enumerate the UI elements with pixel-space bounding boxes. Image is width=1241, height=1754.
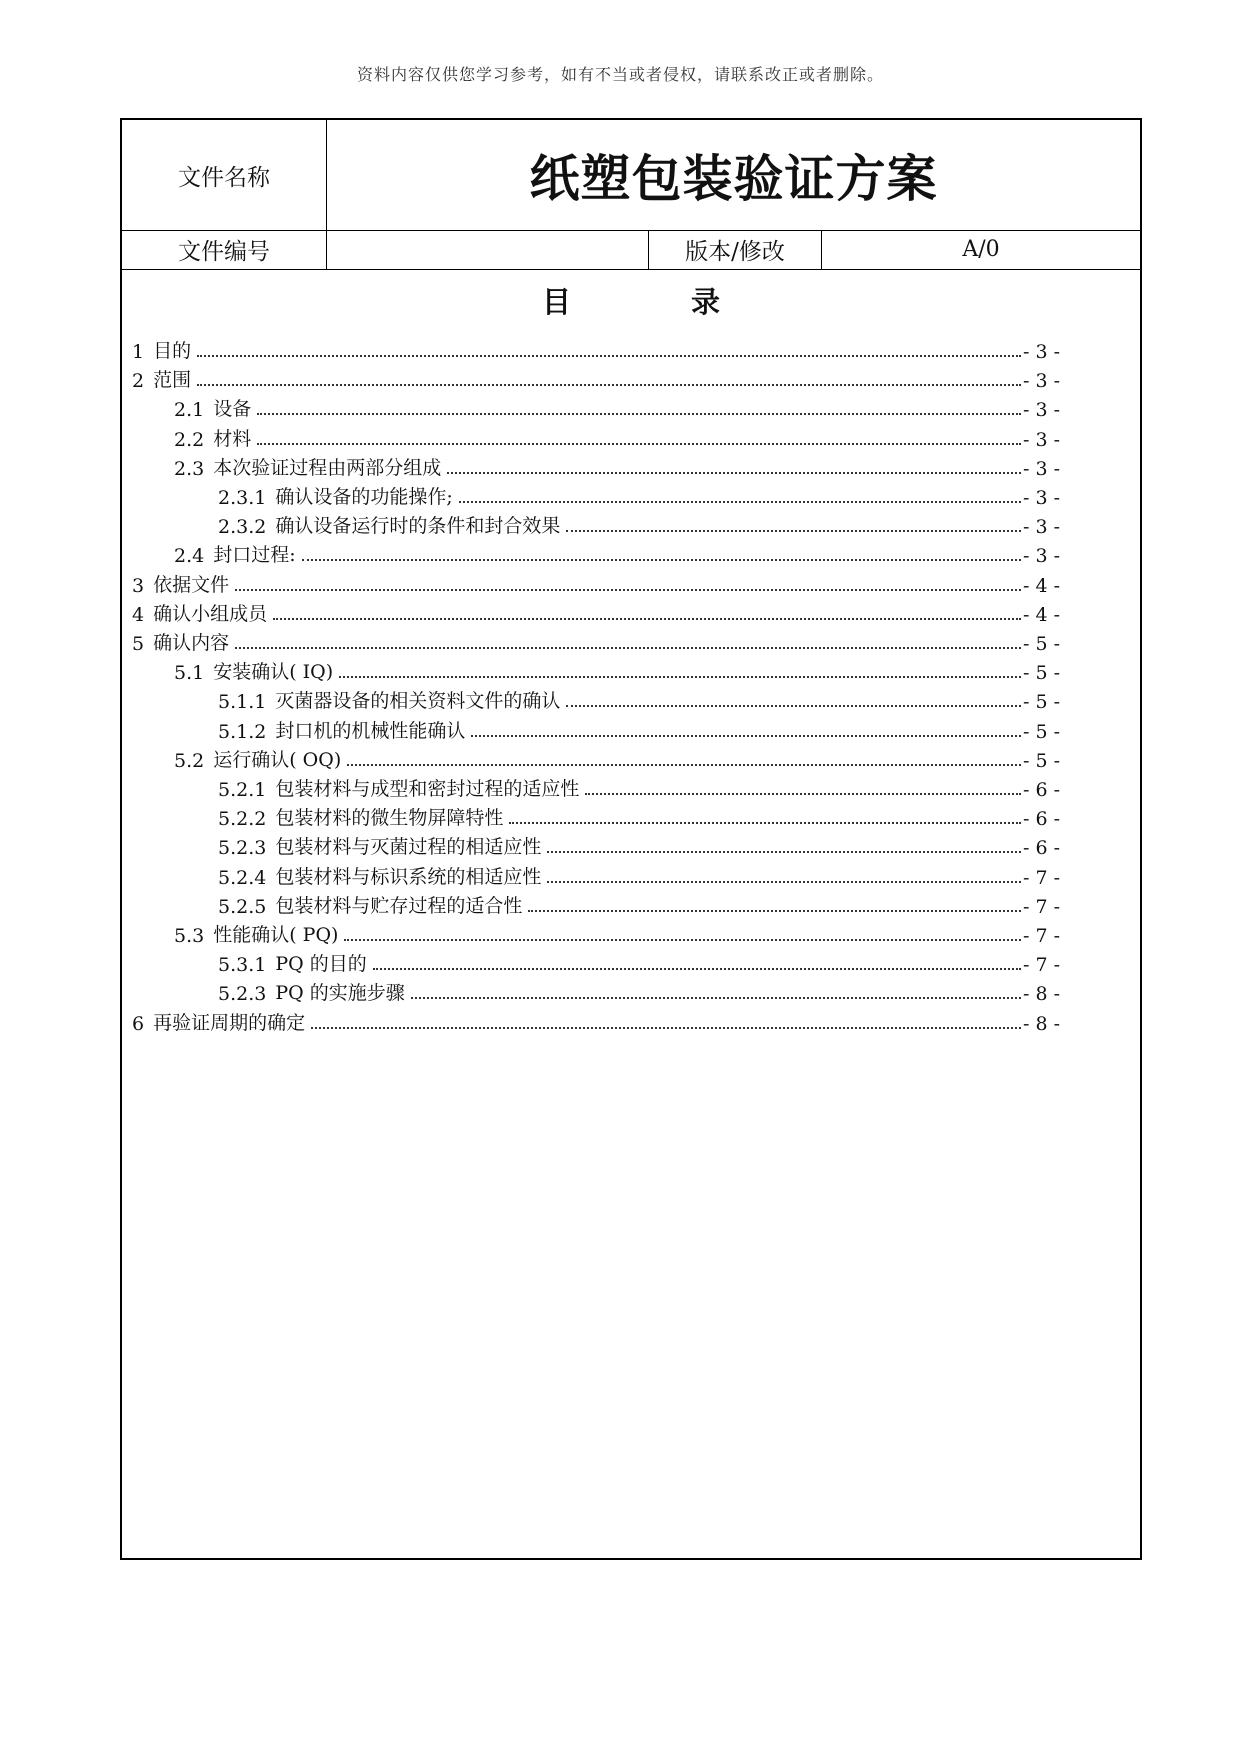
toc-leader-dots xyxy=(566,529,1021,532)
toc-entry[interactable] xyxy=(218,481,1060,509)
toc-entry-title: 确认设备运行时的条件和封合效果 xyxy=(275,515,561,538)
toc-leader-dots xyxy=(311,1026,1021,1029)
toc-entry-number: 5.2.2 xyxy=(218,808,267,831)
toc-entry-number: 2.3 xyxy=(174,457,205,480)
toc-entry-number: 2.1 xyxy=(174,399,205,422)
toc-entry-title: 安装确认( IQ) xyxy=(213,661,334,684)
toc-leader-dots xyxy=(197,383,1021,386)
toc-entry-page: - 7 - xyxy=(1022,954,1060,977)
toc-leader-dots xyxy=(459,500,1021,503)
toc-entry-number: 6 xyxy=(132,1012,145,1035)
toc-leader-dots xyxy=(339,675,1021,678)
toc-entry[interactable] xyxy=(218,715,1060,743)
toc-entry[interactable] xyxy=(218,977,1060,1005)
disclaimer-watermark: 资料内容仅供您学习参考，如有不当或者侵权，请联系改正或者删除。 xyxy=(356,65,884,84)
toc-entry-page: - 6 - xyxy=(1022,779,1060,801)
toc-entry-title: 确认小组成员 xyxy=(153,602,268,625)
toc-entry-number: 5.2.5 xyxy=(218,895,267,918)
toc-entry[interactable] xyxy=(174,744,1060,772)
toc-entry-title: 确认设备的功能操作; xyxy=(275,486,453,508)
toc-entry-title: 范围 xyxy=(153,369,192,392)
toc-leader-dots xyxy=(344,938,1021,941)
toc-leader-dots xyxy=(197,354,1021,357)
toc-entry-page: - 6 - xyxy=(1022,808,1060,831)
toc-leader-dots xyxy=(585,792,1021,795)
toc-entry-title: 封口机的机械性能确认 xyxy=(275,719,466,742)
toc-entry-title: 包装材料的微生物屏障特性 xyxy=(275,807,504,830)
toc-entry[interactable] xyxy=(174,423,1060,451)
toc-entry-number: 5.1 xyxy=(174,662,205,685)
toc-entry-page: - 7 - xyxy=(1022,895,1060,918)
toc-entry-title: 封口过程: xyxy=(213,544,296,567)
toc-entry-page: - 4 - xyxy=(1022,603,1060,626)
version-label: 版本/修改 xyxy=(649,230,822,269)
toc-entry-page: - 3 - xyxy=(1022,341,1060,363)
toc-leader-dots xyxy=(273,617,1021,620)
toc-entry-title: 确认内容 xyxy=(153,632,230,654)
toc-entry[interactable] xyxy=(218,510,1060,538)
version-value: A/0 xyxy=(962,237,1000,262)
toc-entry[interactable] xyxy=(132,627,1060,655)
toc-entry[interactable] xyxy=(174,452,1060,480)
toc-entry-title: 包装材料与贮存过程的适合性 xyxy=(275,894,523,917)
toc-entry[interactable] xyxy=(132,1007,1060,1035)
toc-entry-number: 5.1.1 xyxy=(218,691,267,714)
toc-entry-page: - 3 - xyxy=(1022,399,1060,422)
toc-entry-page: - 3 - xyxy=(1022,487,1060,509)
toc-entry-page: - 8 - xyxy=(1022,983,1060,1006)
toc-heading-right: 录 xyxy=(691,285,721,319)
toc-entry-page: - 7 - xyxy=(1022,866,1060,889)
toc-entry-number: 5.3.1 xyxy=(218,954,267,977)
toc-leader-dots xyxy=(411,996,1021,999)
toc-entry[interactable] xyxy=(218,685,1060,713)
toc-leader-dots xyxy=(509,821,1021,824)
toc-entry-page: - 5 - xyxy=(1022,633,1060,655)
toc-entry-title: 目的 xyxy=(153,340,192,362)
toc-entry-number: 2 xyxy=(132,370,145,393)
toc-entry-number: 5.2 xyxy=(174,749,205,772)
toc-entry-number: 2.3.1 xyxy=(218,487,267,509)
toc-entry-number: 3 xyxy=(132,574,145,597)
toc-entry-title: 包装材料与成型和密封过程的适应性 xyxy=(275,778,580,800)
toc-entry-number: 5.2.3 xyxy=(218,837,267,860)
toc-leader-dots xyxy=(547,880,1021,883)
toc-entry-number: 5 xyxy=(132,633,145,655)
toc-entry-number: 2.4 xyxy=(174,545,205,568)
toc-entry-page: - 3 - xyxy=(1022,516,1060,539)
toc-leader-dots xyxy=(235,588,1021,591)
toc-entry[interactable] xyxy=(132,364,1060,392)
toc-leader-dots xyxy=(373,967,1021,970)
toc-entry-page: - 4 - xyxy=(1022,574,1060,597)
toc-entry-number: 2.3.2 xyxy=(218,516,267,539)
toc-entry-title: 再验证周期的确定 xyxy=(153,1011,306,1034)
document-title: 纸塑包装验证方案 xyxy=(529,149,938,208)
toc-entry-page: - 5 - xyxy=(1022,691,1060,714)
toc-leader-dots xyxy=(257,442,1021,445)
toc-entry-title: 本次验证过程由两部分组成 xyxy=(213,456,442,479)
document-frame xyxy=(120,118,1142,1560)
toc-leader-dots xyxy=(235,646,1021,649)
toc-entry-title: 依据文件 xyxy=(153,573,230,596)
toc-entry-page: - 5 - xyxy=(1022,662,1060,685)
toc-entry-number: 2.2 xyxy=(174,428,205,451)
toc-entry-page: - 7 - xyxy=(1022,925,1060,947)
toc-entry[interactable] xyxy=(174,539,1060,567)
toc-entry-number: 5.2.1 xyxy=(218,779,267,801)
header-row-meta xyxy=(122,230,1140,270)
toc-entry-title: 包装材料与标识系统的相适应性 xyxy=(275,865,542,888)
toc-entry[interactable] xyxy=(174,919,1060,947)
toc-entry-number: 4 xyxy=(132,603,145,626)
toc-entry-page: - 3 - xyxy=(1022,457,1060,480)
toc-entry-number: 5.2.3 xyxy=(218,983,267,1006)
toc-entry[interactable] xyxy=(218,890,1060,918)
toc-leader-dots xyxy=(566,704,1021,707)
file-number-label: 文件编号 xyxy=(122,230,327,269)
toc-heading xyxy=(122,280,1140,321)
toc-entry-page: - 6 - xyxy=(1022,837,1060,860)
toc-entry[interactable] xyxy=(132,569,1060,597)
toc-leader-dots xyxy=(471,734,1021,737)
toc-entry-title: 灭菌器设备的相关资料文件的确认 xyxy=(275,690,561,713)
toc-entry-page: - 3 - xyxy=(1022,428,1060,451)
toc-leader-dots xyxy=(447,471,1021,474)
toc-entry[interactable] xyxy=(218,831,1060,859)
file-name-label: 文件名称 xyxy=(122,120,327,230)
file-number-value xyxy=(327,230,649,269)
toc-entry-page: - 5 - xyxy=(1022,720,1060,743)
toc-entry-number: 5.1.2 xyxy=(218,720,267,743)
toc-entry-title: 性能确认( PQ) xyxy=(213,924,339,946)
toc-entry[interactable] xyxy=(218,802,1060,830)
toc-entry[interactable] xyxy=(132,598,1060,626)
toc-entry-page: - 8 - xyxy=(1022,1012,1060,1035)
toc-leader-dots xyxy=(257,412,1021,415)
toc-entry-title: 运行确认( OQ) xyxy=(213,748,342,771)
toc-entry-title: 材料 xyxy=(213,427,252,450)
toc-entry-page: - 5 - xyxy=(1022,749,1060,772)
toc-entry[interactable] xyxy=(218,861,1060,889)
toc-leader-dots xyxy=(547,850,1021,853)
toc-entry[interactable] xyxy=(218,773,1060,801)
toc-entry-title: 设备 xyxy=(213,398,252,421)
toc-entry-page: - 3 - xyxy=(1022,370,1060,393)
toc-entry-title: 包装材料与灭菌过程的相适应性 xyxy=(275,836,542,859)
toc-leader-dots xyxy=(528,909,1021,912)
header-row-title xyxy=(122,120,1140,231)
toc-entry-number: 5.3 xyxy=(174,925,205,947)
toc-entry[interactable] xyxy=(132,335,1060,363)
toc-entry-title: PQ 的目的 xyxy=(275,953,367,976)
toc-entry-title: PQ 的实施步骤 xyxy=(275,982,405,1005)
toc-leader-dots xyxy=(302,558,1021,561)
toc-entry-number: 1 xyxy=(132,341,145,363)
toc-heading-left: 目 xyxy=(541,285,571,319)
toc-entry-page: - 3 - xyxy=(1022,545,1060,568)
toc-entry[interactable] xyxy=(174,656,1060,684)
toc-entry-number: 5.2.4 xyxy=(218,866,267,889)
toc-leader-dots xyxy=(347,763,1021,766)
toc-entry[interactable] xyxy=(218,948,1060,976)
toc-entry[interactable] xyxy=(174,393,1060,421)
